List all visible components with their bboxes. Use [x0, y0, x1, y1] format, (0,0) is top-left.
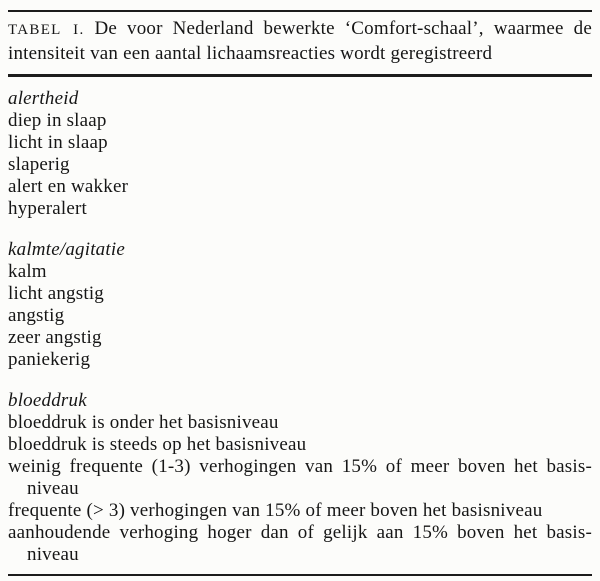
section-heading: kalmte/agitatie: [8, 239, 125, 260]
item-line: zeer angstig: [8, 327, 102, 348]
item-line: kalm: [8, 261, 47, 282]
item-line: diep in slaap: [8, 110, 107, 131]
item-line: hyperalert: [8, 198, 88, 219]
item-line: weinig frequente (1-3) verhogingen van 15% of meer boven het basis-: [8, 456, 592, 477]
table-caption-line2: intensiteit van een aantal lichaamsreacties wordt geregistreerd: [8, 43, 493, 64]
table-caption-text: De voor Nederland bewerkte ‘Comfort-schaal’, waarmee de: [94, 18, 592, 39]
top-rule: [8, 10, 592, 12]
table-label: TABEL I.: [8, 22, 85, 38]
item-line: bloeddruk is steeds op het basisniveau: [8, 434, 307, 455]
header-rule: [8, 74, 592, 77]
item-line: licht angstig: [8, 283, 105, 304]
table-section: [8, 390, 592, 566]
item-line: frequente (> 3) verhogingen van 15% of meer boven het basisniveau: [8, 500, 543, 521]
item-line: licht in slaap: [8, 132, 108, 153]
table-section: [8, 239, 592, 371]
table-body: [8, 88, 592, 566]
item-line: slaperig: [8, 154, 70, 175]
section-heading: alertheid: [8, 88, 79, 109]
item-line-continuation: niveau: [27, 544, 79, 565]
table-section: [8, 88, 592, 220]
item-line: aanhoudende verhoging hoger dan of gelijk aan 15% boven het basis-: [8, 522, 592, 543]
item-line: bloeddruk is onder het basisniveau: [8, 412, 279, 433]
item-line-continuation: niveau: [27, 478, 79, 499]
item-line: paniekerig: [8, 349, 91, 370]
section-heading: bloeddruk: [8, 390, 87, 411]
item-line: alert en wakker: [8, 176, 129, 197]
table-caption-line1: [8, 17, 592, 42]
bottom-rule: [8, 574, 592, 576]
item-line: angstig: [8, 305, 65, 326]
table-caption: [8, 17, 592, 65]
